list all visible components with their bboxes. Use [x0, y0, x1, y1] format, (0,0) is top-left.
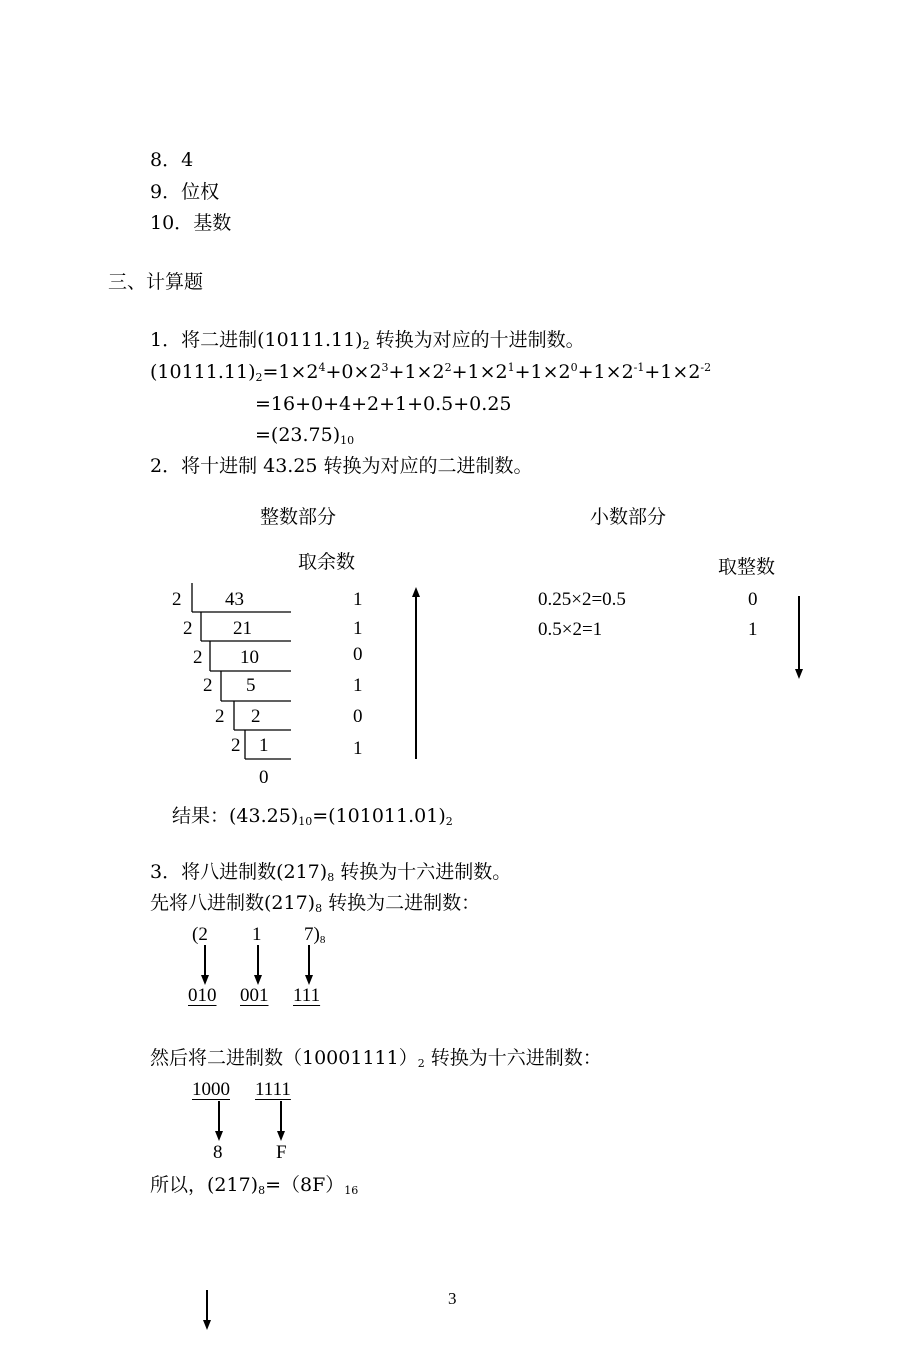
- q1-sum: =16+0+4+2+1+0.5+0.25: [255, 393, 512, 415]
- dividend-43: 43: [225, 589, 244, 610]
- divisor-6: 2: [231, 735, 241, 756]
- list-item-9: 9．位权: [150, 181, 220, 203]
- divisor-2: 2: [183, 618, 193, 639]
- remainder-heading: 取余数: [298, 551, 356, 573]
- remainder-2: 1: [353, 618, 363, 639]
- take-int-heading: 取整数: [718, 556, 776, 578]
- hex-digit-f: F: [276, 1142, 287, 1163]
- divisor-4: 2: [203, 675, 213, 696]
- q3-step2: 然后将二进制数$(10001111)_2$ 转换为十六进制数：: [150, 1047, 602, 1070]
- binary-group-3: 111: [293, 985, 321, 1006]
- frac-digit-1: 0: [748, 589, 758, 610]
- frac-step-2: 0.5×2=1: [538, 619, 603, 640]
- frac-step-1: 0.25×2=0.5: [538, 589, 626, 610]
- frac-part-heading: 小数部分: [590, 506, 667, 528]
- q1-prompt: 1．将二进制$(10111.11)_2$ 转换为对应的十进制数。: [150, 329, 585, 352]
- division-bracket-5: [234, 701, 291, 730]
- octal-digit-1: 1: [252, 924, 262, 945]
- binary-group-1: 010: [188, 985, 217, 1006]
- q3-step1: 先将八进制数$(217)_8$ 转换为二进制数：: [150, 892, 481, 915]
- list-item-10: 10．基数: [150, 212, 232, 234]
- list-item-8: 8．4: [150, 149, 194, 171]
- final-quotient: 0: [259, 767, 269, 788]
- section-title: 三、计算题: [108, 271, 204, 293]
- q1-result: $=(23.75)_{10}$: [255, 424, 355, 447]
- divisor-1: 2: [172, 589, 182, 610]
- dividend-1: 1: [259, 735, 269, 756]
- divisor-5: 2: [215, 706, 225, 727]
- q2-result: 结果：$(43.25)_{10}=(101011.01)_2$: [172, 805, 453, 828]
- q2-prompt: 2．将十进制 43.25 转换为对应的二进制数。: [150, 455, 533, 477]
- q3-prompt: 3．将八进制数$(217)_8$ 转换为十六进制数。: [150, 861, 512, 884]
- remainder-1: 1: [353, 589, 363, 610]
- page-number: 3: [448, 1289, 457, 1308]
- remainder-3: 0: [353, 644, 363, 665]
- remainder-6: 1: [353, 738, 363, 759]
- remainder-5: 0: [353, 706, 363, 727]
- q3-conclusion: 所以，$(217)_8=(8F)_{16}$: [150, 1174, 359, 1197]
- dividend-21: 21: [233, 618, 252, 639]
- frac-digit-2: 1: [748, 619, 758, 640]
- dividend-5: 5: [246, 675, 256, 696]
- octal-digit-7: $7)_8$: [304, 924, 326, 946]
- int-part-heading: 整数部分: [260, 506, 337, 528]
- q1-expansion: $(10111.11)_2=1\times 2^4+0\times 2^3+1\times 2^2+1\times 2^1+1\times 2^0+1\times 2^{-1}+1\times 2^{-2}$: [150, 361, 712, 384]
- octal-digit-2: (2: [192, 924, 208, 945]
- nibble-group-2: 1111: [255, 1079, 291, 1100]
- dividend-2: 2: [251, 706, 261, 727]
- dividend-10: 10: [240, 647, 259, 668]
- hex-digit-8: 8: [213, 1142, 223, 1163]
- nibble-group-1: 1000: [192, 1079, 230, 1100]
- divisor-3: 2: [193, 647, 203, 668]
- remainder-4: 1: [353, 675, 363, 696]
- division-bracket-4: [221, 671, 291, 701]
- binary-group-2: 001: [240, 985, 269, 1006]
